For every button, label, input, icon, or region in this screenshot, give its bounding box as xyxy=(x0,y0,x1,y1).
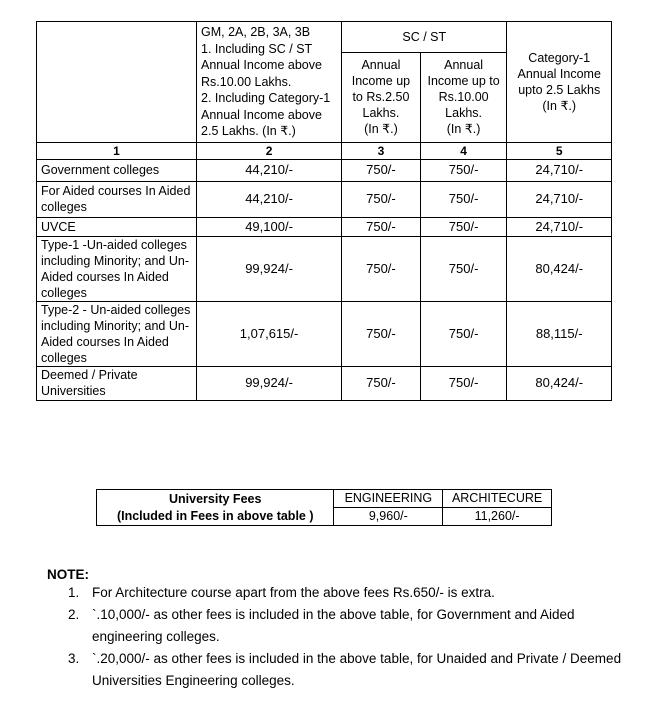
header-col2-line: Rs.10.00 Lakhs. xyxy=(201,74,292,89)
fee-cell: 44,210/- xyxy=(197,181,342,217)
fee-cell: 750/- xyxy=(420,159,507,181)
fee-cell: 750/- xyxy=(420,181,507,217)
fee-cell: 44,210/- xyxy=(197,159,342,181)
fee-cell: 750/- xyxy=(342,366,421,400)
row-label: Government colleges xyxy=(37,159,197,181)
header-col4 xyxy=(420,53,507,143)
header-col3-line: Annual xyxy=(361,58,401,73)
table-row xyxy=(37,301,612,366)
univ-fees-label xyxy=(97,490,334,526)
header-col3-line: Lakhs. xyxy=(362,106,400,121)
fee-cell: 750/- xyxy=(342,217,421,236)
note-heading: NOTE: xyxy=(47,567,89,582)
header-col4-line: Rs.10.00 xyxy=(438,90,489,105)
row-label: For Aided courses In Aided colleges xyxy=(37,181,197,217)
univ-value-engineering: 9,960/- xyxy=(334,508,443,526)
fee-cell: 750/- xyxy=(342,159,421,181)
fee-cell: 80,424/- xyxy=(507,236,612,301)
note-number: 3. xyxy=(68,651,80,666)
column-number-row xyxy=(37,142,612,159)
table-row xyxy=(37,181,612,217)
fee-cell: 1,07,615/- xyxy=(197,301,342,366)
fee-cell: 24,710/- xyxy=(507,217,612,236)
header-col5-line: Category-1 xyxy=(528,50,591,65)
fee-cell: 750/- xyxy=(420,366,507,400)
univ-header-row xyxy=(97,490,552,508)
column-number: 5 xyxy=(507,142,612,159)
column-number: 1 xyxy=(37,142,197,159)
header-col2-line: GM, 2A, 2B, 3A, 3B xyxy=(201,25,311,39)
row-label: UVCE xyxy=(37,217,197,236)
row-label: Type-2 - Un-aided colleges including Minority; and Un-Aided courses In Aided colleges xyxy=(37,301,197,366)
header-col3-line: Income up xyxy=(351,74,411,89)
fee-cell: 750/- xyxy=(342,301,421,366)
column-number: 4 xyxy=(420,142,507,159)
header-col4-line: (In ₹.) xyxy=(446,122,481,137)
row-label: Deemed / Private Universities xyxy=(37,366,197,400)
fee-cell: 49,100/- xyxy=(197,217,342,236)
header-col2-line: 2.5 Lakhs. (In ₹.) xyxy=(201,124,296,138)
univ-fees-title: University Fees xyxy=(169,491,262,506)
header-col2-line: 1. Including SC / ST xyxy=(201,41,313,56)
header-col5-line: Annual Income xyxy=(517,66,601,81)
header-col5-line: (In ₹.) xyxy=(542,98,577,113)
fee-cell: 750/- xyxy=(342,181,421,217)
header-row-1 xyxy=(37,22,612,53)
column-number: 3 xyxy=(342,142,421,159)
header-col2-line: Annual Income above xyxy=(201,58,322,72)
header-col5 xyxy=(507,22,612,143)
table-row xyxy=(37,159,612,181)
fee-cell: 88,115/- xyxy=(507,301,612,366)
fee-cell: 750/- xyxy=(342,236,421,301)
header-col2 xyxy=(197,22,342,143)
univ-fees-subtitle: (Included in Fees in above table ) xyxy=(116,508,314,523)
fee-cell: 24,710/- xyxy=(507,159,612,181)
row-label: Type-1 -Un-aided colleges including Minority; and Un-Aided courses In Aided colleges xyxy=(37,236,197,301)
header-col4-line: Lakhs. xyxy=(445,106,483,121)
header-col2-line: Annual Income above xyxy=(201,107,322,122)
table-row xyxy=(37,236,612,301)
header-col3 xyxy=(342,53,421,143)
fee-cell: 99,924/- xyxy=(197,236,342,301)
header-col5-line: upto 2.5 Lakhs xyxy=(518,82,601,97)
fee-cell: 750/- xyxy=(420,236,507,301)
fee-table xyxy=(36,21,612,401)
header-col3-line: (In ₹.) xyxy=(364,122,398,137)
note-item xyxy=(68,582,628,604)
note-item xyxy=(68,648,628,692)
univ-value-architecture: 11,260/- xyxy=(443,508,552,526)
header-col3-line: to Rs.2.50 xyxy=(352,90,410,105)
notes-list xyxy=(68,582,628,692)
fee-cell: 24,710/- xyxy=(507,181,612,217)
fee-cell: 99,924/- xyxy=(197,366,342,400)
note-text: `.10,000/- as other fees is included in the above table, for Government and Aided engineering colleges. xyxy=(92,607,575,644)
note-number: 2. xyxy=(68,607,80,622)
table-row xyxy=(37,217,612,236)
header-col4-line: Annual xyxy=(444,58,484,73)
note-text: For Architecture course apart from the above fees Rs.650/- is extra. xyxy=(92,585,495,600)
table-row xyxy=(37,366,612,400)
header-col2-line: 2. Including Category-1 xyxy=(201,91,331,105)
university-fees-table xyxy=(96,489,552,526)
column-number: 2 xyxy=(197,142,342,159)
univ-header-engineering: ENGINEERING xyxy=(334,490,443,508)
header-empty-cell xyxy=(37,22,197,143)
header-scst-group: SC / ST xyxy=(342,22,507,53)
fee-cell: 80,424/- xyxy=(507,366,612,400)
note-text: `.20,000/- as other fees is included in the above table, for Unaided and Private / Deemed Universities Engineering colleges. xyxy=(92,651,622,688)
fee-cell: 750/- xyxy=(420,217,507,236)
univ-header-architecture: ARCHITECURE xyxy=(443,490,552,508)
fee-cell: 750/- xyxy=(420,301,507,366)
header-col4-line: Income up to xyxy=(427,74,500,89)
note-item xyxy=(68,604,628,648)
note-number: 1. xyxy=(68,585,80,600)
